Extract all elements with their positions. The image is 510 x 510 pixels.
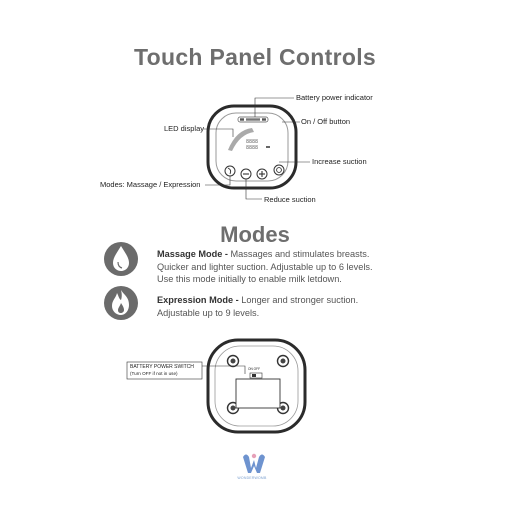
switch-marks: ON OFF (248, 367, 261, 371)
label-battery-indicator: Battery power indicator (296, 93, 373, 102)
mode-button (225, 166, 235, 176)
power-button (274, 165, 284, 175)
expression-mode-description: Expression Mode - Longer and stronger suction. Adjustable up to 9 levels. (157, 295, 359, 318)
switch-note: (Turn OFF if not in use) (130, 371, 178, 376)
pump-device-top (208, 106, 296, 188)
flame-icon (104, 286, 138, 320)
pump-device-bottom (208, 340, 305, 432)
brand-logo-icon (243, 454, 265, 473)
massage-mode-name: Massage Mode - (157, 249, 228, 259)
touch-panel-title: Touch Panel Controls (134, 44, 376, 70)
brand-name: WONDERWOMB (237, 476, 267, 480)
expression-mode-name: Expression Mode - (157, 295, 239, 305)
svg-text:8888: 8888 (246, 145, 259, 151)
label-modes: Modes: Massage / Expression (100, 180, 201, 189)
massage-mode-description: Massage Mode - Massages and stimulates breasts. Quicker and lighter suction. Adjustable up to 6 levels. Use this mode initially to enable milk letdown. (157, 249, 373, 284)
modes-title: Modes (220, 222, 290, 247)
droplet-icon (104, 242, 138, 276)
battery-indicator-icon (238, 117, 268, 122)
svg-text:8888: 8888 (246, 139, 259, 145)
label-reduce-suction: Reduce suction (264, 195, 316, 204)
label-on-off-button: On / Off button (301, 117, 351, 126)
label-increase-suction: Increase suction (312, 157, 367, 166)
label-led-display: LED display (164, 124, 205, 133)
switch-label: BATTERY POWER SWITCH (130, 364, 194, 370)
